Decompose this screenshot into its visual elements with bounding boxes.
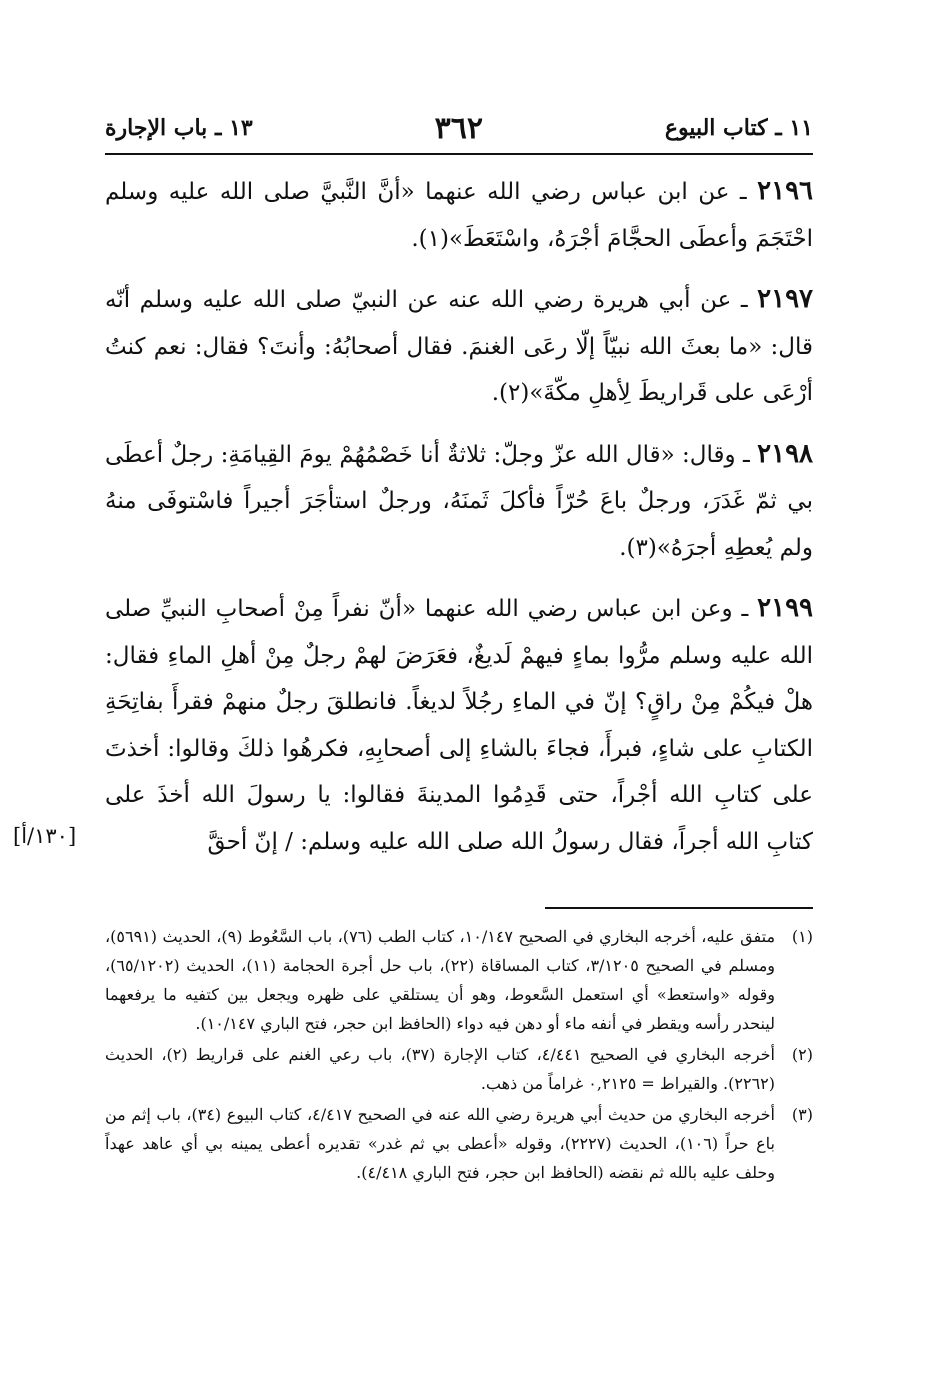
hadith-number: ٢١٩٦ <box>757 176 813 206</box>
hadith-text: ـ وعن ابن عباس رضي الله عنهما «أنّ نفراً مِنْ أصحابِ النبيِّ صلى الله عليه وسلم مرُّوا بماءٍ فيهمْ لَديغٌ، فعَرَضَ لهمْ رجلٌ مِنْ أهلِ الماءِ فقال: هلْ فيكُمْ مِنْ راقٍ؟ إنّ في الماءِ رجُلاً لديغاً. فانطلقَ رجلٌ منهمْ فقرأَ بفاتِحَةِ الكتابِ على شاءٍ، فبرأَ، فجاءَ بالشاءِ إلى أصحابِهِ، فكرهُوا ذلكَ وقالوا: أخذتَ على كتابِ الله أجْراً، حتى قَدِمُوا المدينةَ فقالوا: يا رسولَ الله أخذَ على كتابِ الله أجراً، فقال رسولُ الله صلى الله عليه وسلم: / إنّ أحقَّ <box>105 596 813 855</box>
hadith-paragraph <box>105 168 813 262</box>
page-number: ٣٦٢ <box>434 110 483 146</box>
footnotes <box>105 922 813 1189</box>
manuscript-folio-marker: [١٣٠/أ] <box>13 823 77 848</box>
hadith-paragraph <box>105 431 813 572</box>
hadith-text: ـ وقال: «قال الله عزّ وجلّ: ثلاثةٌ أنا خَصْمُهُمْ يومَ القِيامَةِ: رجلٌ أعطَى بي ثمّ غَدَرَ، ورجلٌ باعَ حُرّاً فأكلَ ثَمنَهُ، ورجلٌ استأجَرَ أجيراً فاسْتوفَى منهُ ولم يُعطِهِ أجرَهُ»(٣). <box>105 441 813 561</box>
footnote-text: متفق عليه، أخرجه البخاري في الصحيح ١٠/١٤٧، كتاب الطب (٧٦)، باب السَّعُوط (٩)، الحديث (٥٦٩١)، ومسلم في الصحيح ٣/١٢٠٥، كتاب المساقاة (٢٢)، باب حل أجرة الحجامة (١١)، الحديث (٦٥/١٢٠٢)، وقوله «واستعط» أي استعمل السَّعوط، وهو أن يستلقي على ظهره ويجعل بين كتفيه ما يرفعهما لينحدر رأسه ويقطر في أنفه ماء أو دهن فيه دواء (الحافظ ابن حجر، فتح الباري ١٠/١٤٧). <box>105 927 776 1033</box>
footnote-text: أخرجه البخاري من حديث أبي هريرة رضي الله عنه في الصحيح ٤/٤١٧، كتاب البيوع (٣٤)، باب إثم من باع حراً (١٠٦)، الحديث (٢٢٢٧)، وقوله «أعطى بي ثم غدر» تقديره أعطى يمينه بي أي عاهد عهداً وحلف عليه بالله ثم نقضه (الحافظ ابن حجر، فتح الباري ٤/٤١٨). <box>105 1105 775 1182</box>
footnote-text: أخرجه البخاري في الصحيح ٤/٤٤١، كتاب الإجارة (٣٧)، باب رعي الغنم على قراريط (٢)، الحديث (٢٢٦٢). والقيراط = ٠,٢١٢٥ غراماً من ذهب. <box>105 1045 775 1093</box>
header-book-title: ١١ ـ كتاب البيوع <box>664 115 813 141</box>
hadith-text: ـ عن أبي هريرة رضي الله عنه عن النبيّ صلى الله عليه وسلم أنّه قال: «ما بعثَ الله نبيّاً إلّا رعَى الغنمَ. فقال أصحابُهُ: وأنتَ؟ فقال: نعم كنتُ أرْعَى على قَراريطَ لِأهلِ مكّةَ»(٢). <box>105 287 813 406</box>
footnote-number: (٢) <box>791 1045 813 1064</box>
hadith-paragraph <box>105 276 813 417</box>
footnote-number: (٣) <box>791 1105 813 1124</box>
footnote-rule <box>545 907 813 909</box>
hadith-number: ٢١٩٧ <box>757 284 813 314</box>
header-chapter-title: ١٣ ـ باب الإجارة <box>105 115 253 141</box>
hadith-number: ٢١٩٩ <box>757 593 813 623</box>
footnote <box>105 1100 813 1187</box>
footnote <box>105 922 813 1038</box>
header-rule <box>105 153 813 155</box>
hadith-number: ٢١٩٨ <box>757 438 813 469</box>
hadith-paragraph <box>13 585 813 865</box>
running-header <box>105 106 813 150</box>
footnote <box>105 1040 813 1098</box>
hadith-text: ـ عن ابن عباس رضي الله عنهما «أنَّ النَّبيَّ صلى الله عليه وسلم احْتَجَمَ وأعطَى الحجَّامَ أجْرَهُ، واسْتَعَطَ»(١). <box>105 179 813 252</box>
footnote-number: (١) <box>791 927 813 946</box>
main-text <box>13 168 813 879</box>
